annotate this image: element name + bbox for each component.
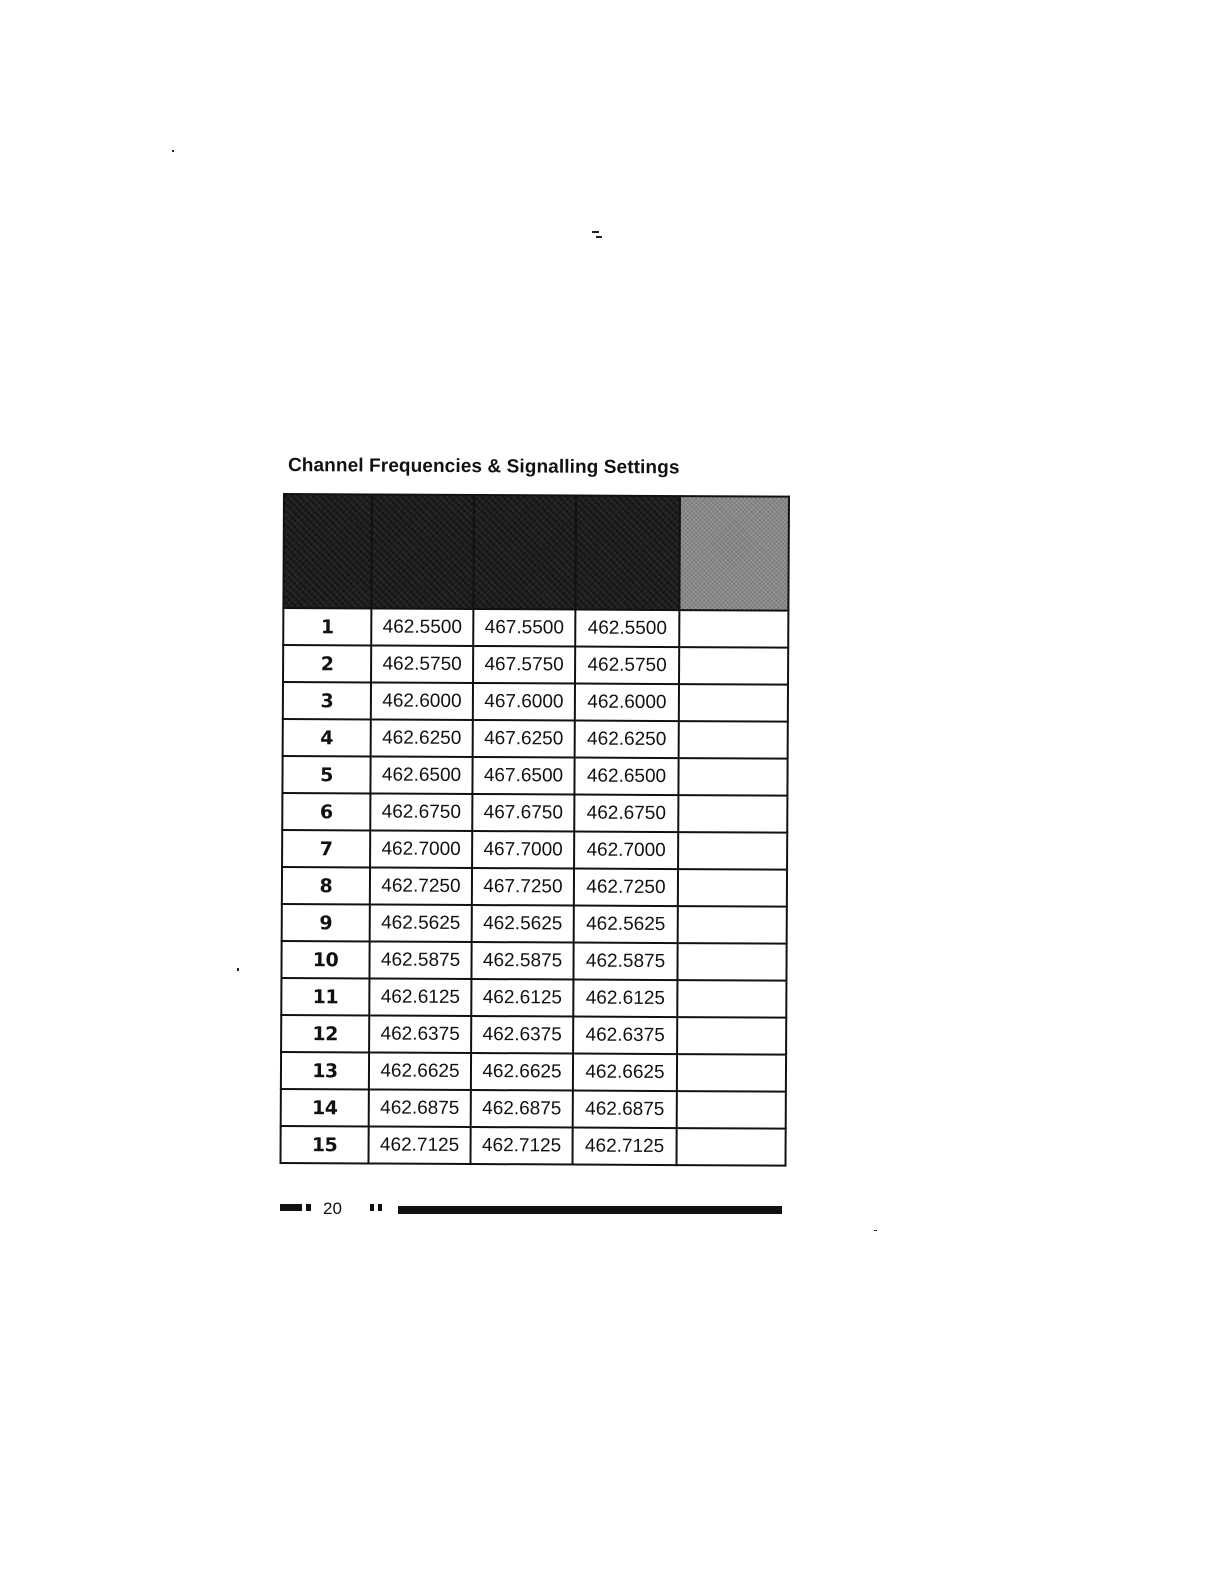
frequency-cell-4: 462.6000 [575, 684, 679, 722]
channel-number-cell: 13 [281, 1052, 369, 1089]
header-cell-5 [679, 496, 789, 611]
setting-cell-5 [678, 795, 787, 833]
channel-number-cell: 5 [282, 756, 370, 793]
frequency-cell-3: 462.5875 [471, 942, 573, 980]
table-row [280, 1126, 785, 1166]
frequency-cell-4: 462.7125 [572, 1128, 676, 1166]
footer-rule-segment [378, 1204, 382, 1211]
table-row [282, 904, 787, 944]
table-row [283, 719, 788, 759]
frequency-cell-3: 462.5625 [472, 905, 574, 943]
table-row [281, 978, 786, 1018]
frequency-cell-2: 462.7125 [368, 1126, 470, 1164]
frequency-cell-3: 462.7125 [470, 1127, 572, 1165]
table-row [281, 941, 786, 981]
frequency-cell-4: 462.5750 [575, 647, 679, 685]
frequency-cell-2: 462.6125 [369, 978, 471, 1016]
frequency-cell-4: 462.5500 [575, 610, 679, 648]
setting-cell-5 [676, 1128, 785, 1166]
scan-speck [172, 150, 174, 152]
frequency-cell-2: 462.6625 [369, 1052, 471, 1090]
frequency-cell-4: 462.5625 [574, 906, 678, 944]
setting-cell-5 [678, 758, 787, 796]
table-row [281, 1089, 786, 1129]
setting-cell-5 [678, 869, 787, 907]
frequency-cell-2: 462.6875 [369, 1089, 471, 1127]
table-body [280, 608, 788, 1166]
setting-cell-5 [677, 943, 786, 981]
setting-cell-5 [677, 980, 786, 1018]
setting-cell-5 [679, 647, 788, 685]
frequency-cell-2: 462.5750 [371, 645, 473, 683]
frequency-cell-3: 467.7250 [472, 868, 574, 906]
frequency-cell-3: 462.6625 [471, 1053, 573, 1091]
frequency-table [279, 493, 790, 1167]
channel-number-cell: 3 [283, 682, 371, 719]
channel-number-cell: 6 [282, 793, 370, 830]
table-header [283, 494, 789, 611]
footer-bar [280, 1200, 782, 1218]
header-row [283, 494, 789, 611]
frequency-cell-3: 467.6000 [473, 683, 575, 721]
table-row [283, 682, 788, 722]
frequency-cell-4: 462.5875 [573, 943, 677, 981]
scan-speck [237, 968, 239, 971]
setting-cell-5 [678, 832, 787, 870]
channel-number-cell: 10 [281, 941, 369, 978]
table-row [283, 608, 788, 648]
table-row [282, 756, 787, 796]
channel-number-cell: 4 [283, 719, 371, 756]
setting-cell-5 [679, 721, 788, 759]
table-row [283, 645, 788, 685]
frequency-cell-4: 462.6250 [575, 721, 679, 759]
footer-rule-segment [306, 1204, 311, 1211]
channel-number-cell: 12 [281, 1015, 369, 1052]
frequency-cell-2: 462.6250 [371, 719, 473, 757]
frequency-cell-4: 462.6375 [573, 1017, 677, 1055]
frequency-cell-2: 462.5875 [369, 941, 471, 979]
frequency-cell-3: 467.5500 [473, 609, 575, 647]
channel-number-cell: 14 [281, 1089, 369, 1126]
footer-rule-segment [370, 1204, 374, 1211]
frequency-cell-3: 462.6875 [471, 1090, 573, 1128]
setting-cell-5 [679, 610, 788, 648]
channel-number-cell: 9 [282, 904, 370, 941]
frequency-cell-4: 462.6875 [573, 1091, 677, 1129]
table-row [282, 867, 787, 907]
setting-cell-5 [678, 906, 787, 944]
frequency-cell-4: 462.6125 [573, 980, 677, 1018]
channel-number-cell: 8 [282, 867, 370, 904]
footer-rule-segment [280, 1204, 302, 1211]
setting-cell-5 [677, 1054, 786, 1092]
frequency-cell-3: 462.6125 [471, 979, 573, 1017]
scan-speck [874, 1230, 877, 1231]
frequency-cell-4: 462.7250 [574, 869, 678, 907]
frequency-cell-2: 462.6000 [371, 682, 473, 720]
frequency-cell-2: 462.7000 [370, 830, 472, 868]
frequency-cell-3: 467.6500 [472, 757, 574, 795]
frequency-cell-2: 462.6500 [370, 756, 472, 794]
header-cell-2 [371, 494, 474, 609]
frequency-cell-4: 462.6750 [574, 795, 678, 833]
scan-speck [596, 236, 602, 238]
channel-number-cell: 2 [283, 645, 371, 682]
frequency-cell-2: 462.6375 [369, 1015, 471, 1053]
frequency-cell-2: 462.6750 [370, 793, 472, 831]
frequency-cell-2: 462.5625 [370, 904, 472, 942]
channel-number-cell: 11 [281, 978, 369, 1015]
page-title: Channel Frequencies & Signalling Settings [287, 455, 680, 479]
frequency-cell-4: 462.6500 [574, 758, 678, 796]
scan-speck [592, 231, 599, 233]
frequency-cell-3: 467.6250 [473, 720, 575, 758]
frequency-table-container [279, 493, 788, 1167]
frequency-cell-3: 467.6750 [472, 794, 574, 832]
header-cell-channel [283, 494, 372, 608]
channel-number-cell: 15 [280, 1126, 368, 1163]
frequency-cell-3: 467.5750 [473, 646, 575, 684]
header-cell-4 [575, 496, 680, 611]
setting-cell-5 [677, 1091, 786, 1129]
table-row [281, 1015, 786, 1055]
frequency-cell-4: 462.6625 [573, 1054, 677, 1092]
frequency-cell-3: 467.7000 [472, 831, 574, 869]
setting-cell-5 [679, 684, 788, 722]
frequency-cell-2: 462.7250 [370, 867, 472, 905]
footer-rule-segment [398, 1206, 782, 1214]
table-row [282, 830, 787, 870]
header-cell-3 [473, 495, 576, 610]
channel-number-cell: 1 [283, 608, 371, 645]
frequency-cell-3: 462.6375 [471, 1016, 573, 1054]
table-row [282, 793, 787, 833]
frequency-cell-2: 462.5500 [371, 608, 473, 646]
page-number: 20 [323, 1199, 342, 1218]
channel-number-cell: 7 [282, 830, 370, 867]
table-row [281, 1052, 786, 1092]
frequency-cell-4: 462.7000 [574, 832, 678, 870]
setting-cell-5 [677, 1017, 786, 1055]
